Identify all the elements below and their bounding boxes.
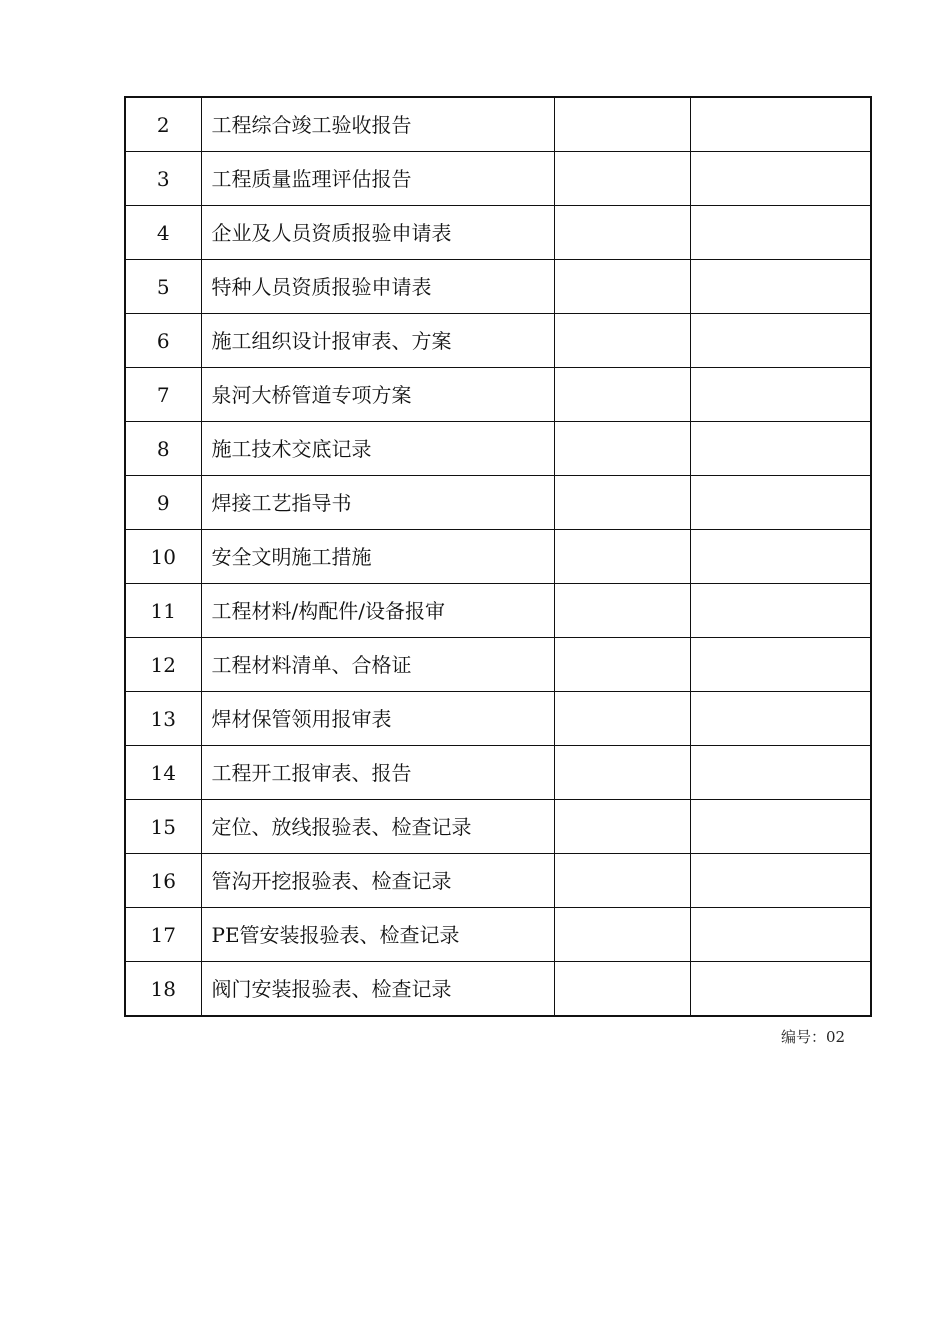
document-name: 施工组织设计报审表、方案 [201,314,554,368]
table-row [125,97,871,152]
document-name: 工程质量监理评估报告 [201,152,554,206]
document-name: 工程综合竣工验收报告 [201,97,554,152]
row-number: 11 [125,584,201,638]
blank-cell [554,638,690,692]
table-row [125,638,871,692]
document-name: 定位、放线报验表、检查记录 [201,800,554,854]
blank-cell [690,368,871,422]
blank-cell [554,476,690,530]
row-number: 5 [125,260,201,314]
blank-cell [690,746,871,800]
blank-cell [690,260,871,314]
blank-cell [554,908,690,962]
table-row [125,962,871,1017]
blank-cell [554,800,690,854]
row-number: 9 [125,476,201,530]
blank-cell [690,800,871,854]
blank-cell [554,260,690,314]
document-list-table [124,96,872,1017]
blank-cell [554,97,690,152]
table-row [125,530,871,584]
document-name: 施工技术交底记录 [201,422,554,476]
blank-cell [554,422,690,476]
row-number: 16 [125,854,201,908]
row-number: 15 [125,800,201,854]
row-number: 3 [125,152,201,206]
row-number: 2 [125,97,201,152]
row-number: 8 [125,422,201,476]
blank-cell [690,314,871,368]
row-number: 14 [125,746,201,800]
blank-cell [690,908,871,962]
document-name: 企业及人员资质报验申请表 [201,206,554,260]
row-number: 4 [125,206,201,260]
blank-cell [554,962,690,1017]
table-row [125,314,871,368]
document-name: 工程开工报审表、报告 [201,746,554,800]
blank-cell [690,97,871,152]
blank-cell [554,368,690,422]
blank-cell [554,692,690,746]
blank-cell [690,206,871,260]
document-name: 管沟开挖报验表、检查记录 [201,854,554,908]
blank-cell [554,152,690,206]
table-body [125,97,871,1016]
blank-cell [690,692,871,746]
blank-cell [554,854,690,908]
row-number: 13 [125,692,201,746]
blank-cell [690,530,871,584]
document-name: 焊材保管领用报审表 [201,692,554,746]
document-name: 特种人员资质报验申请表 [201,260,554,314]
table-row [125,692,871,746]
blank-cell [690,854,871,908]
document-name: 焊接工艺指导书 [201,476,554,530]
table-row [125,152,871,206]
blank-cell [554,584,690,638]
document-name: 安全文明施工措施 [201,530,554,584]
table-row [125,584,871,638]
table-row [125,422,871,476]
table-row [125,368,871,422]
blank-cell [690,638,871,692]
row-number: 17 [125,908,201,962]
blank-cell [690,152,871,206]
blank-cell [554,530,690,584]
document-name: PE管安装报验表、检查记录 [201,908,554,962]
table-row [125,854,871,908]
document-name: 工程材料/构配件/设备报审 [201,584,554,638]
table-row [125,800,871,854]
row-number: 7 [125,368,201,422]
document-name: 泉河大桥管道专项方案 [201,368,554,422]
row-number: 6 [125,314,201,368]
blank-cell [554,746,690,800]
row-number: 12 [125,638,201,692]
document-name: 阀门安装报验表、检查记录 [201,962,554,1017]
blank-cell [554,206,690,260]
row-number: 10 [125,530,201,584]
blank-cell [690,476,871,530]
table-row [125,476,871,530]
document-name: 工程材料清单、合格证 [201,638,554,692]
table-row [125,206,871,260]
row-number: 18 [125,962,201,1017]
blank-cell [690,422,871,476]
blank-cell [690,962,871,1017]
blank-cell [554,314,690,368]
table-row [125,746,871,800]
serial-number: 编号：02 [781,1028,846,1046]
table-row [125,260,871,314]
blank-cell [690,584,871,638]
table-row [125,908,871,962]
